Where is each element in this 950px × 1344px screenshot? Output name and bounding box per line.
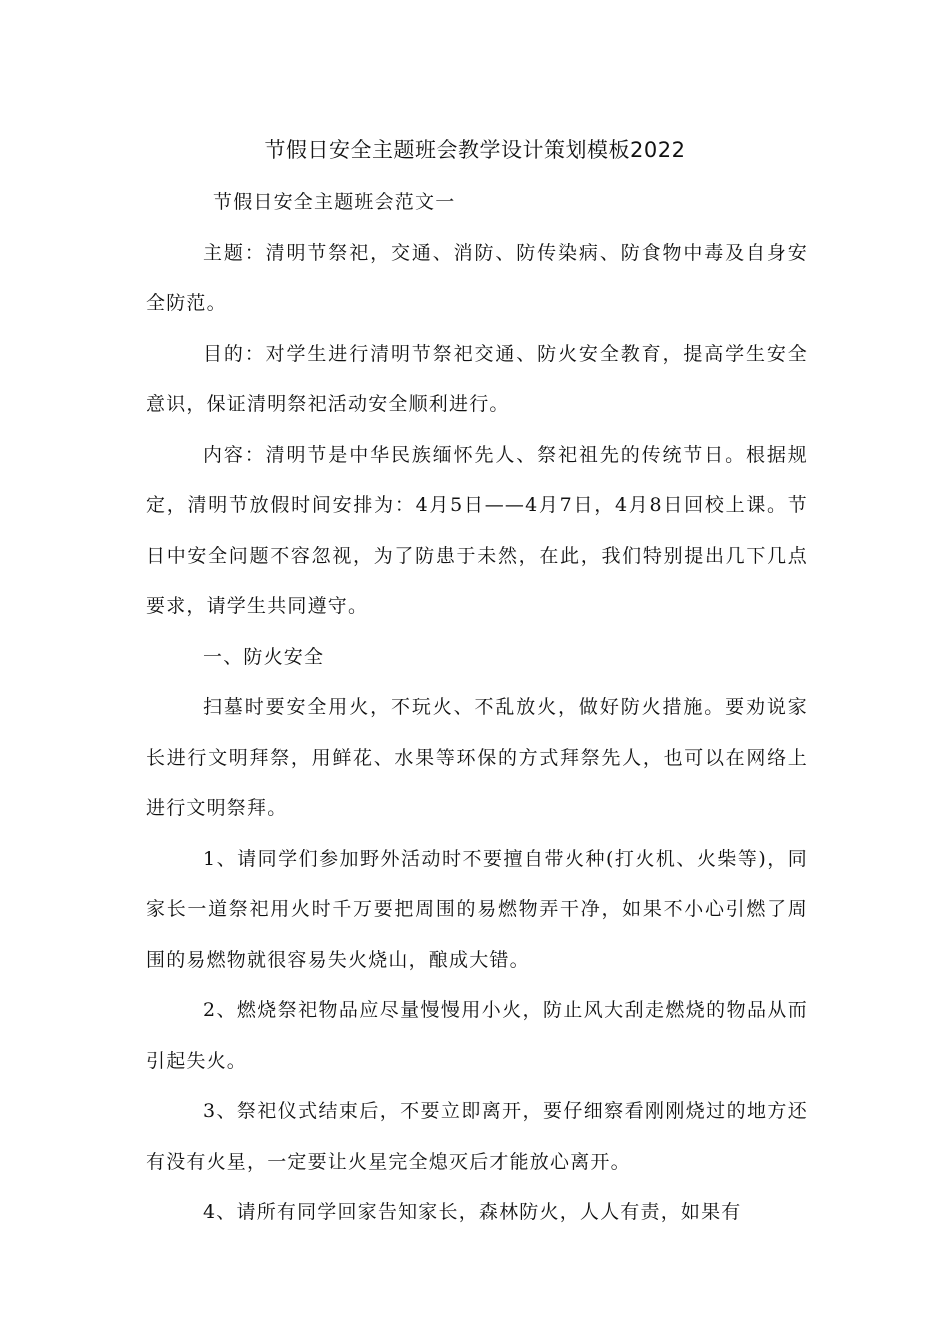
list-item-3: 3、祭祀仪式结束后，不要立即离开，要仔细察看刚刚烧过的地方还有没有火星，一定要让火星完全熄灭后才能放心离开。 [146, 1100, 808, 1173]
paragraph-fire-intro: 扫墓时要安全用火，不玩火、不乱放火，做好防火措施。要劝说家长进行文明拜祭，用鲜花、水果等环保的方式拜祭先人，也可以在网络上进行文明祭拜。 [146, 696, 808, 819]
paragraph-theme: 主题：清明节祭祀，交通、消防、防传染病、防食物中毒及自身安全防范。 [146, 241, 808, 314]
paragraph-purpose: 目的：对学生进行清明节祭祀交通、防火安全教育，提高学生安全意识，保证清明祭祀活动安全顺利进行。 [146, 342, 808, 415]
list-item-4: 4、请所有同学回家告知家长，森林防火，人人有责，如果有 [203, 1201, 742, 1223]
paragraph-content: 内容：清明节是中华民族缅怀先人、祭祀祖先的传统节日。根据规定，清明节放假时间安排为：4月5日——4月7日，4月8日回校上课。节日中安全问题不容忽视，为了防患于未然，在此，我们特别提出几下几点要求，请学生共同遵守。 [146, 443, 808, 617]
list-item-2: 2、燃烧祭祀物品应尽量慢慢用小火，防止风大刮走燃烧的物品从而引起失火。 [146, 999, 808, 1072]
heading-fire-safety: 一、防火安全 [203, 645, 325, 668]
document-title: 节假日安全主题班会教学设计策划模板2022 [264, 138, 686, 162]
document-body [146, 177, 808, 1238]
section-heading: 节假日安全主题班会范文一 [213, 191, 456, 213]
list-item-1: 1、请同学们参加野外活动时不要擅自带火种(打火机、火柴等)，同家长一道祭祀用火时千万要把周围的易燃物弄干净，如果不小心引燃了周围的易燃物就很容易失火烧山，酿成大错。 [146, 847, 808, 971]
